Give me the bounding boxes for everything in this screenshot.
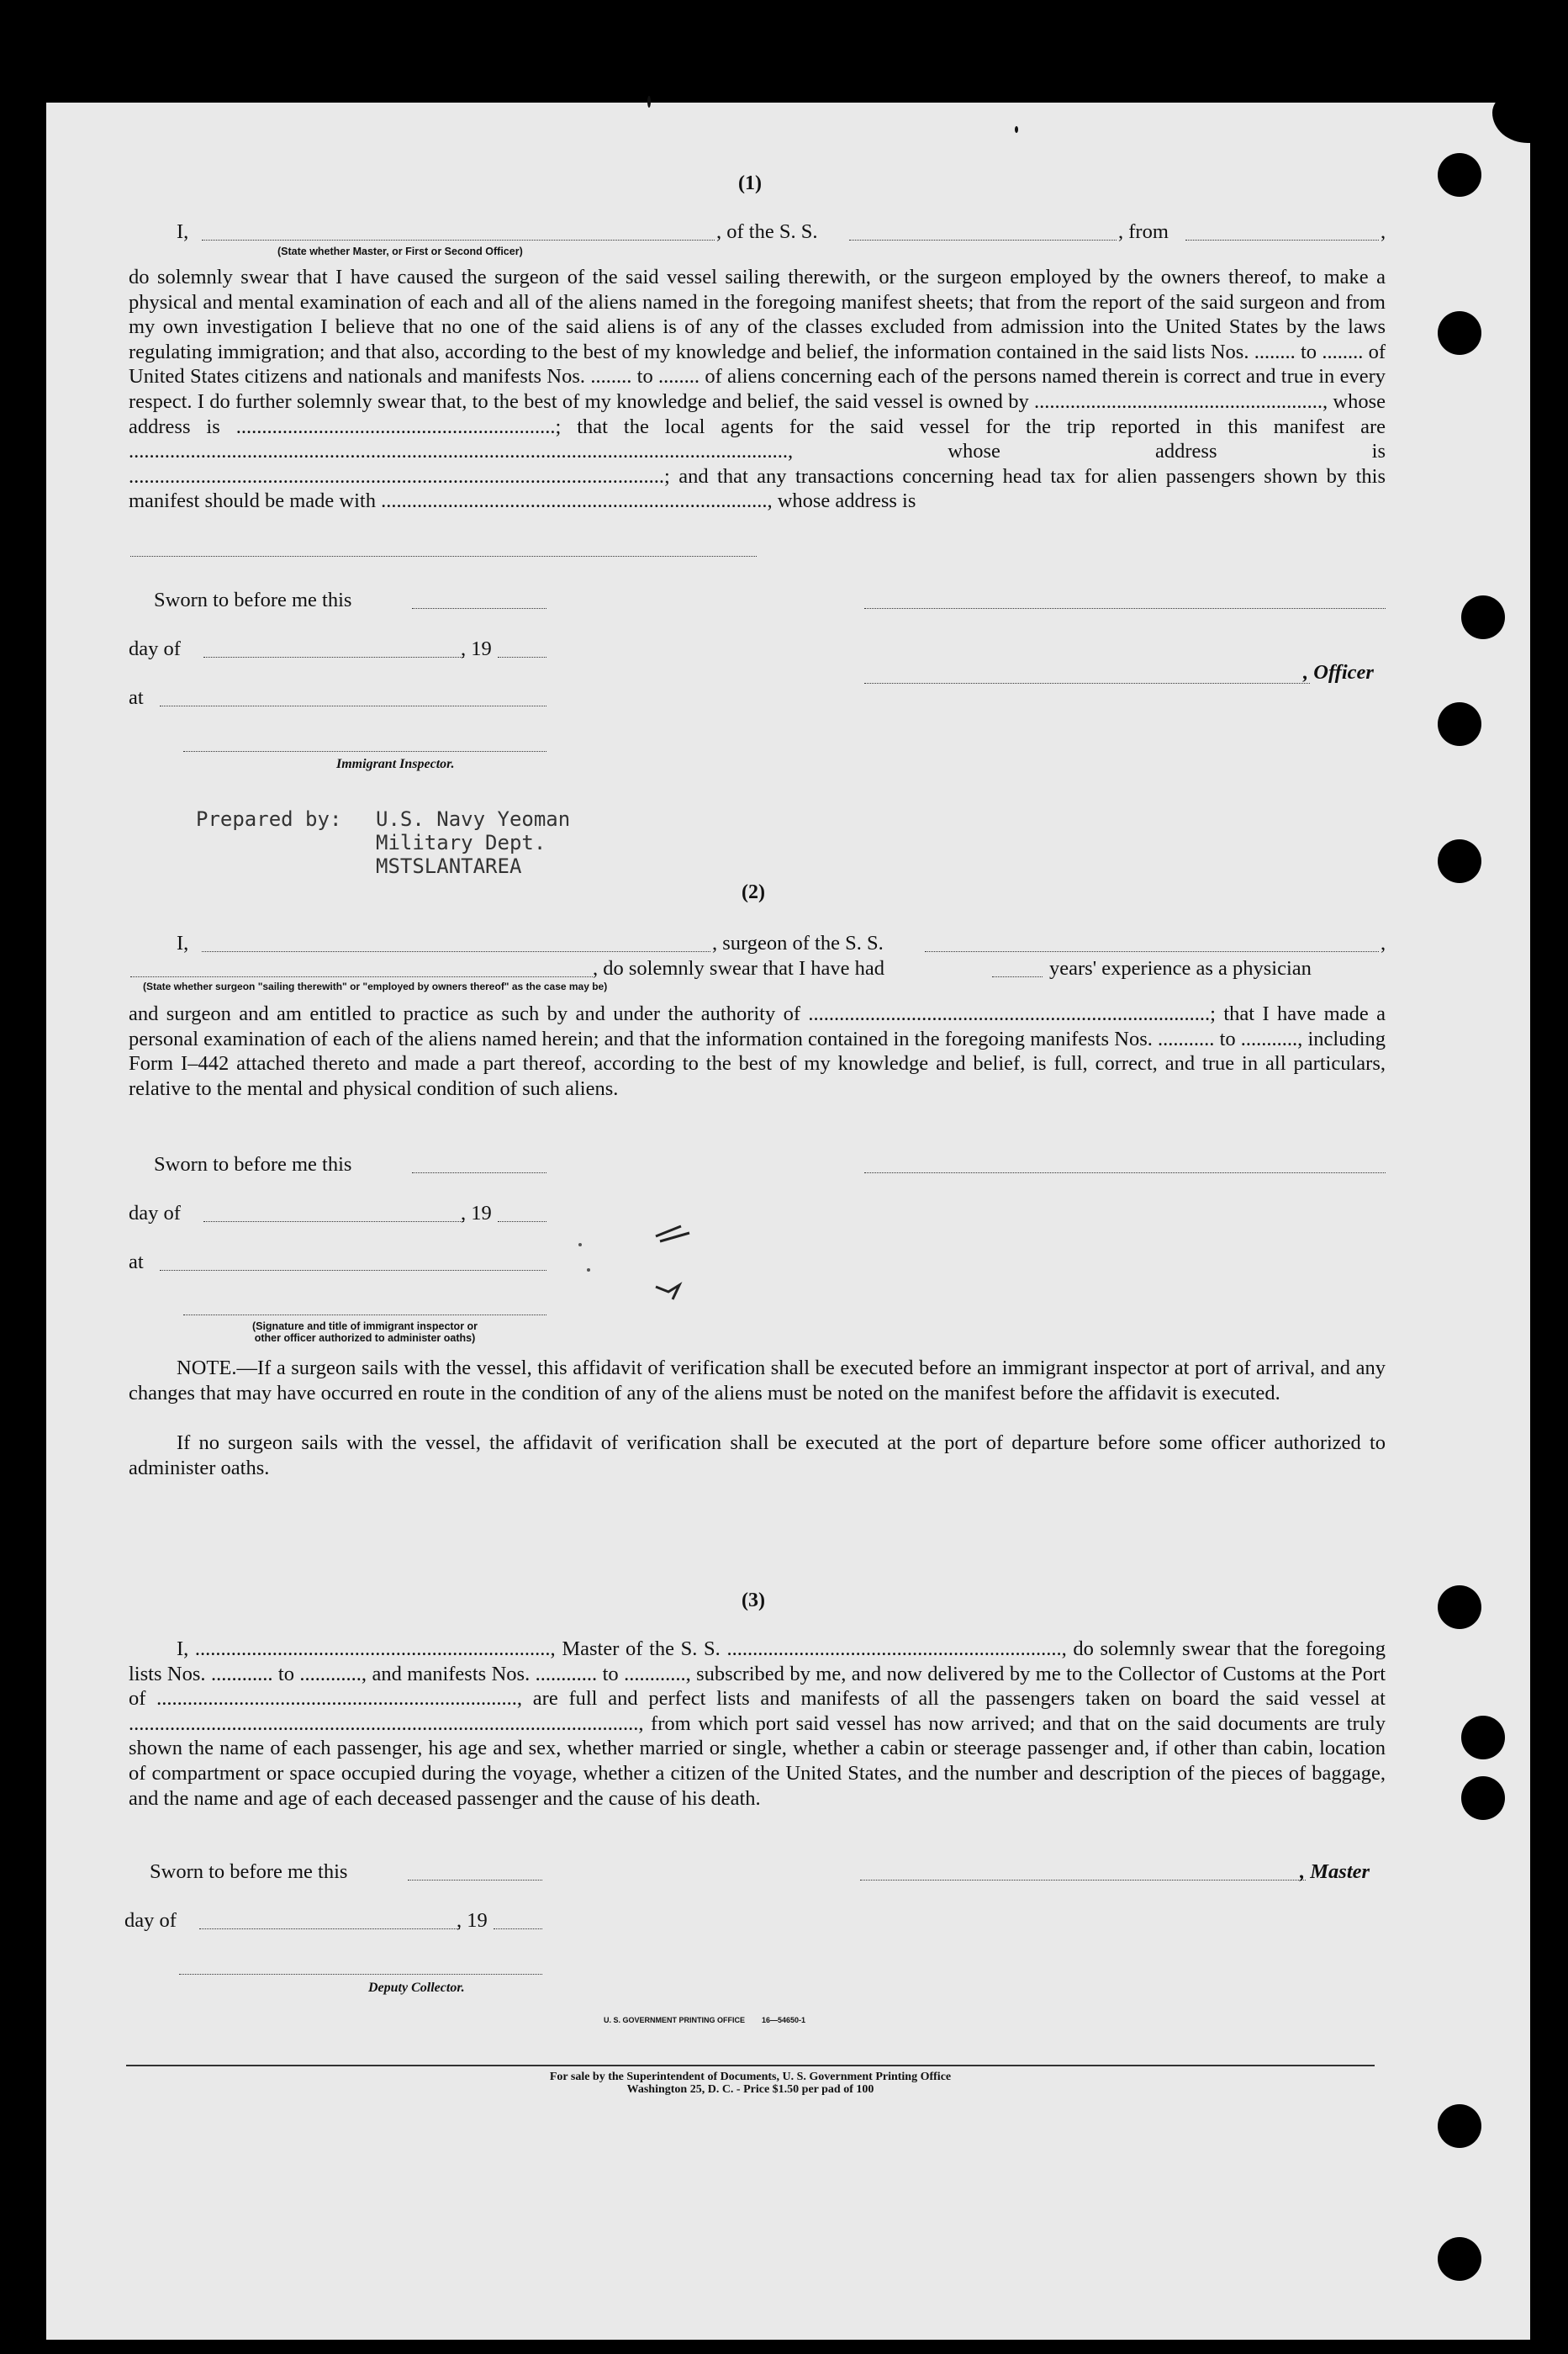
s3-oath-paragraph: I, ....................................................................., Master of the S. S. ................................................................., do solemnly swear that the foregoing lists Nos. ............ to ............, and manifests Nos. ............ to ............, subscribed by me, and now delivered by me to the Collector of Customs at the Port of ......................................................................, are full and perfect lists and manifests of all the passengers taken on board the said vessel at ..................................................................................................., from which port said vessel has now arrived; and that on the said documents are truly shown the name of each passenger, his age and sex, whether married or single, whether a cabin or steerage passenger and, if other than cabin, location of compartment or space occupied during the voyage, whether a citizen of the United States, and the number and description of the pieces of baggage, and the name and age of each deceased passenger and the cause of his death.: [129, 1637, 1386, 1810]
s2-note-paragraph-2: If no surgeon sails with the vessel, the affidavit of verification shall be executed at the port of departure before some officer authorized to administer oaths.: [129, 1431, 1386, 1479]
punch-hole: [1438, 2237, 1481, 2281]
s1-address-field[interactable]: [130, 556, 757, 557]
s1-year-label: , 19: [461, 637, 492, 660]
s3-deputy-label: Deputy Collector.: [368, 1981, 465, 1995]
s2-at-field[interactable]: [160, 1270, 546, 1271]
punch-hole: [1438, 839, 1481, 883]
punch-hole: [1438, 702, 1481, 746]
s2-year-field[interactable]: [498, 1221, 546, 1222]
s1-inspector-label: Immigrant Inspector.: [336, 757, 455, 771]
s2-sig-note-1: (Signature and title of immigrant inspector or: [251, 1320, 478, 1332]
speck: [1015, 126, 1018, 133]
s1-day-of-label: day of: [129, 637, 181, 660]
s1-i-label: I,: [177, 220, 189, 243]
s2-surgeon-signature-line[interactable]: [864, 1172, 1386, 1173]
s1-comma: ,: [1381, 220, 1386, 243]
prepared-by-line-1: U.S. Navy Yeoman: [376, 807, 571, 831]
s2-oath-paragraph: and surgeon and am entitled to practice as such by and under the authority of ..............................................................................; that I have made a personal examination of each of the aliens named herein; and that the information contained in the foregoing manifests Nos. ........... to ..........., including Form I–442 attached thereto and made a part thereof, according to the best of my knowledge and belief, is full, correct, and true in all particulars, relative to the mental and physical condition of such aliens.: [129, 1002, 1386, 1100]
section-2-heading: (2): [742, 881, 765, 903]
sale-notice-1: For sale by the Superintendent of Documents, U. S. Government Printing Office: [549, 2071, 952, 2083]
s1-sworn-field[interactable]: [412, 608, 546, 609]
s2-surgeon-label: , surgeon of the S. S.: [712, 932, 884, 955]
punch-hole: [1438, 2104, 1481, 2148]
s1-sworn-label: Sworn to before me this: [154, 589, 352, 611]
gpo-imprint: U. S. GOVERNMENT PRINTING OFFICE 16—54650-1: [604, 2016, 806, 2024]
s3-day-field[interactable]: [199, 1928, 460, 1929]
s3-year-field[interactable]: [494, 1928, 542, 1929]
s1-inspector-signature-line[interactable]: [183, 751, 546, 752]
sale-notice-2: Washington 25, D. C. - Price $1.50 per pad of 100: [626, 2083, 874, 2096]
punch-hole: [1438, 1585, 1481, 1629]
s3-year-label: , 19: [457, 1909, 488, 1932]
s1-officer-name-line[interactable]: [864, 683, 1310, 684]
s1-vessel-field[interactable]: [849, 240, 1117, 241]
s2-sworn-field[interactable]: [412, 1172, 546, 1173]
s2-day-of-label: day of: [129, 1202, 181, 1225]
s1-year-field[interactable]: [498, 657, 546, 658]
s2-note-paragraph: NOTE.—If a surgeon sails with the vessel, this affidavit of verification shall be executed before an immigrant inspector at port of arrival, and any changes that may have occurred en route in the condition of any of the aliens must be noted on the manifest before the affidavit is executed.: [129, 1357, 1386, 1404]
footer-rule: [126, 2065, 1375, 2066]
s3-deputy-signature-line[interactable]: [179, 1974, 542, 1975]
s2-sworn-label: Sworn to before me this: [154, 1153, 352, 1176]
s1-officer-field[interactable]: [202, 240, 715, 241]
s3-master-label: , Master: [1300, 1860, 1370, 1883]
s1-from-label: , from: [1118, 220, 1169, 243]
prepared-by-line-2: Military Dept.: [376, 831, 546, 854]
prepared-by-line-3: MSTSLANTAREA: [376, 854, 522, 878]
punch-hole: [1438, 311, 1481, 355]
s1-officer-label: , Officer: [1303, 661, 1374, 684]
s2-years-label: years' experience as a physician: [1049, 957, 1312, 980]
speck: [647, 96, 651, 108]
s2-i-label: I,: [177, 932, 189, 955]
s2-year-label: , 19: [461, 1202, 492, 1225]
s3-sworn-field[interactable]: [408, 1880, 542, 1881]
punch-hole: [1438, 153, 1481, 197]
s3-sworn-label: Sworn to before me this: [150, 1860, 348, 1883]
s2-surgeon-type-field[interactable]: [130, 976, 593, 977]
s2-surgeon-type-note: (State whether surgeon "sailing therewith" or "employed by owners thereof" as the case may be): [143, 981, 608, 992]
punch-hole: [1461, 595, 1505, 639]
s1-from-field[interactable]: [1185, 240, 1379, 241]
s2-swear-label: , do solemnly swear that I have had: [593, 957, 884, 980]
s2-surgeon-name-field[interactable]: [202, 951, 710, 952]
s2-vessel-field[interactable]: [925, 951, 1379, 952]
s2-at-label: at: [129, 1251, 144, 1273]
s1-ofss-label: , of the S. S.: [716, 220, 818, 243]
s1-oath-paragraph: do solemnly swear that I have caused the surgeon of the said vessel sailing therewith, or the surgeon employed by the owners thereof, to make a physical and mental examination of each and all of the aliens named in the foregoing manifest sheets; that from the report of the said surgeon and from my own investigation I believe that no one of the said aliens is of any of the classes excluded from admission into the United States by the laws regulating immigration; and that also, according to the best of my knowledge and belief, the information contained in the said lists Nos. ........ to ........ of United States citizens and nationals and manifests Nos. ........ to ........ of aliens concerning each of the persons named therein is correct and true in every respect. I do further solemnly swear that, to the best of my knowledge and belief, the said vessel is owned by ........................................................, whose address is ..............................................................; that the local agents for the said vessel for the trip reported in this manifest are ................................................................................................................................, whose address is ........................................................................................................; and that any transactions concerning head tax for alien passengers shown by this manifest should be made with ..........................................................................., whose address is: [129, 266, 1386, 513]
prepared-by-label: Prepared by:: [196, 807, 342, 831]
s1-officer-note: (State whether Master, or First or Second Officer): [277, 246, 523, 257]
pen-marks: [555, 1203, 706, 1312]
s1-officer-signature-line[interactable]: [864, 608, 1386, 609]
punch-hole: [1461, 1716, 1505, 1759]
s2-comma: ,: [1381, 932, 1386, 955]
s3-master-signature-line[interactable]: [860, 1880, 1306, 1881]
section-3-heading: (3): [742, 1590, 765, 1611]
s2-day-field[interactable]: [203, 1221, 464, 1222]
s2-years-field[interactable]: [992, 976, 1043, 977]
punch-hole: [1461, 1776, 1505, 1820]
s1-day-field[interactable]: [203, 657, 464, 658]
s3-day-of-label: day of: [124, 1909, 177, 1932]
s2-sig-note-2: other officer authorized to administer oaths): [254, 1332, 476, 1344]
s1-at-label: at: [129, 686, 144, 709]
section-1-heading: (1): [738, 172, 762, 194]
